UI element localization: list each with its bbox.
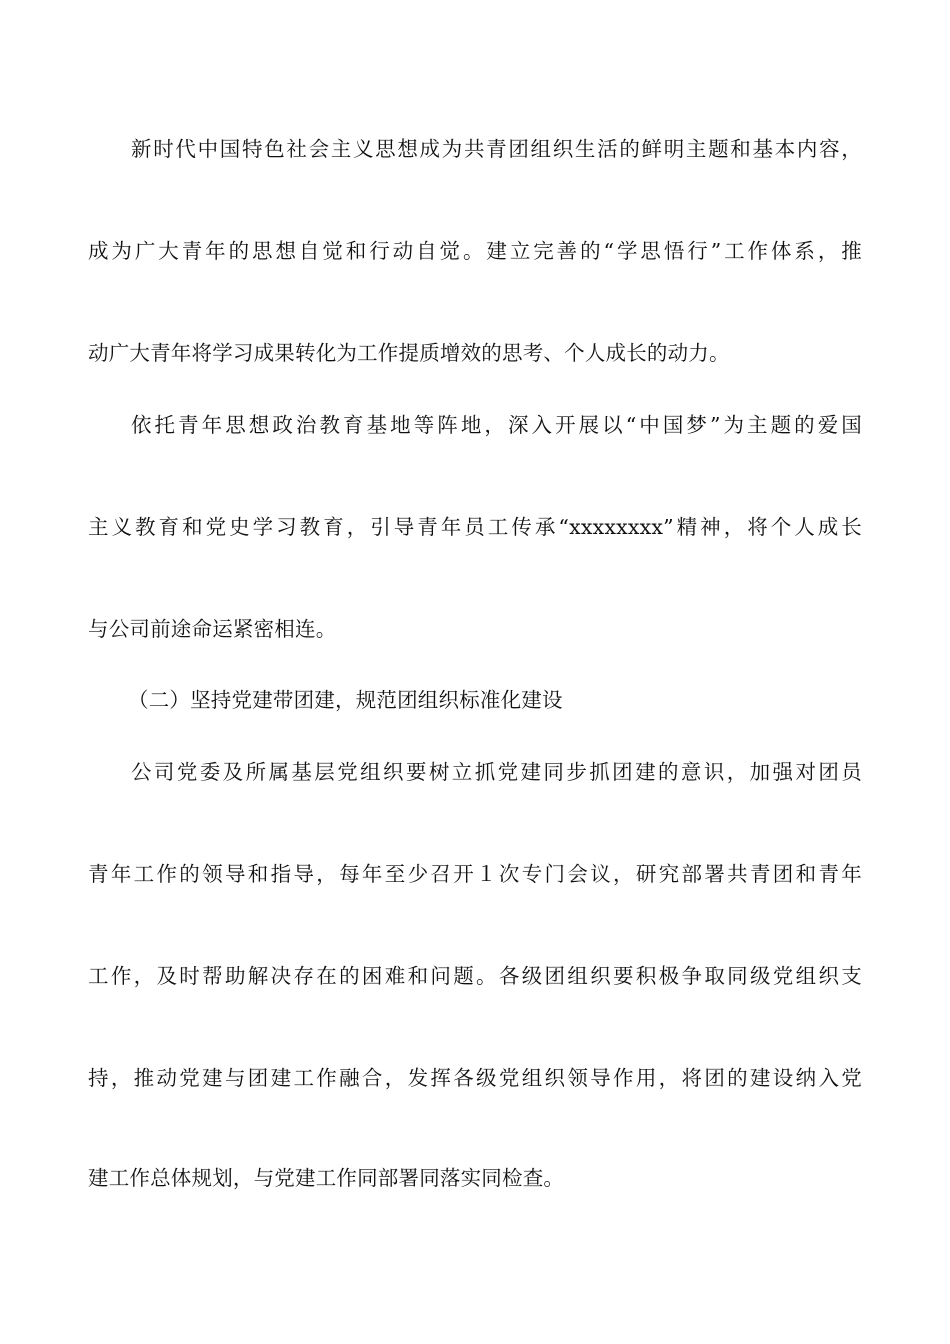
paragraph-1-line-3: 动广大青年将学习成果转化为工作提质增效的思考、个人成长的动力。 <box>88 341 730 365</box>
paragraph-2-line-1: 依托青年思想政治教育基地等阵地，深入开展以“中国梦”为主题的爱国 <box>131 413 862 437</box>
section-heading: （二）坚持党建带团建，规范团组织标准化建设 <box>128 688 563 712</box>
paragraph-2-line-3: 与公司前途命运紧密相连。 <box>88 617 337 641</box>
paragraph-3-line-1: 公司党委及所属基层党组织要树立抓党建同步抓团建的意识，加强对团员 <box>131 760 862 784</box>
paragraph-2-line-2: 主义教育和党史学习教育，引导青年员工传承“xxxxxxxx”精神，将个人成长 <box>88 515 862 539</box>
paragraph-3-line-3: 工作，及时帮助解决存在的困难和问题。各级团组织要积极争取同级党组织支 <box>88 964 862 988</box>
paragraph-3-line-4: 持，推动党建与团建工作融合，发挥各级党组织领导作用，将团的建设纳入党 <box>88 1066 862 1090</box>
paragraph-1-line-1: 新时代中国特色社会主义思想成为共青团组织生活的鲜明主题和基本内容， <box>131 137 862 161</box>
paragraph-3-line-5: 建工作总体规划，与党建工作同部署同落实同检查。 <box>88 1166 565 1190</box>
paragraph-3-line-2: 青年工作的领导和指导，每年至少召开１次专门会议，研究部署共青团和青年 <box>88 862 862 886</box>
paragraph-1-line-2: 成为广大青年的思想自觉和行动自觉。建立完善的“学思悟行”工作体系，推 <box>88 239 862 263</box>
